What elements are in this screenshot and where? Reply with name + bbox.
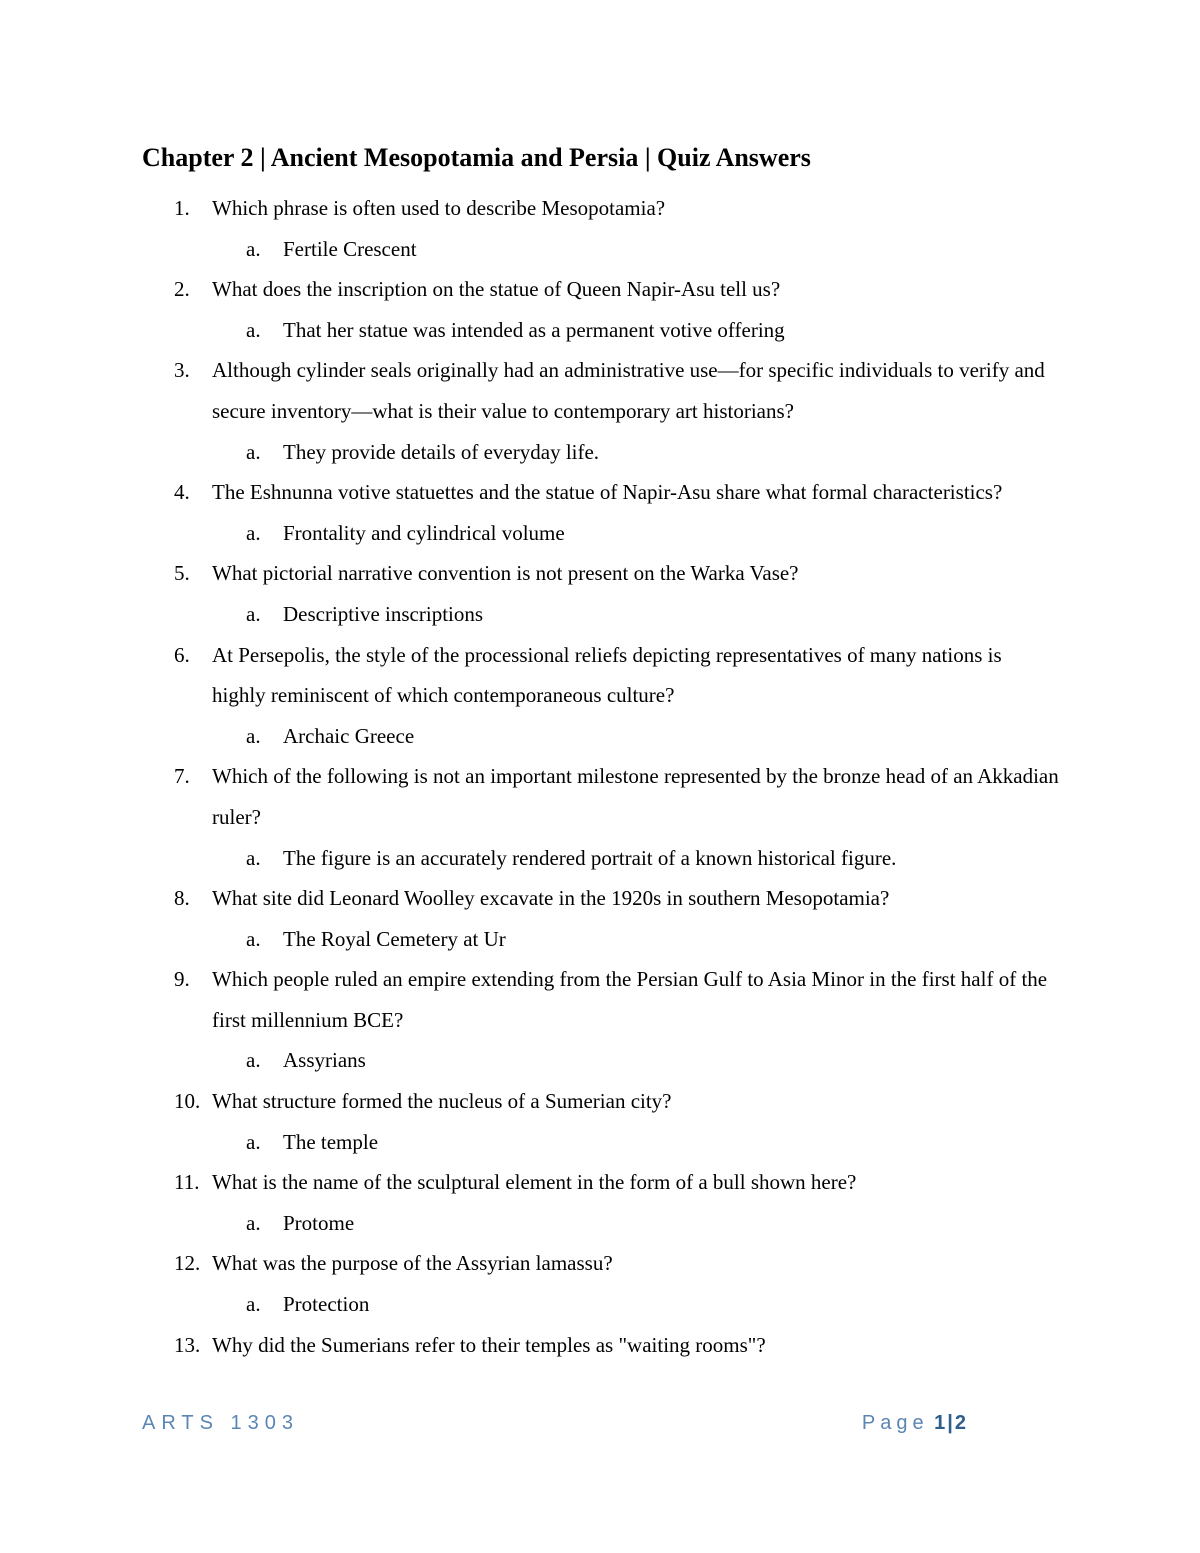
question-text: What was the purpose of the Assyrian lamassu?: [212, 1251, 613, 1276]
question-text: Although cylinder seals originally had an administrative use—for specific individuals to verify and secure inventory—what is their value to contemporary art historians?: [212, 358, 1045, 423]
answer-letter: a.: [246, 439, 261, 464]
footer-page-indicator: [862, 1412, 968, 1435]
question-13: [0, 1325, 1200, 1366]
answer-letter: a.: [246, 520, 261, 545]
answer-text: That her statue was intended as a permanent votive offering: [283, 317, 785, 342]
question-10: [0, 1081, 1200, 1122]
question-number: 8.: [174, 886, 190, 911]
question-text: Why did the Sumerians refer to their temples as "waiting rooms"?: [212, 1332, 766, 1357]
question-6: [0, 635, 1200, 716]
question-4: [0, 472, 1200, 513]
answer-1: [0, 229, 1200, 270]
answer-letter: a.: [246, 1210, 261, 1235]
answer-text: Assyrians: [283, 1048, 366, 1073]
question-number: 12.: [174, 1251, 201, 1276]
footer-page-separator: |: [947, 1412, 955, 1434]
answer-6: [0, 716, 1200, 757]
question-number: 6.: [174, 642, 190, 667]
question-2: [0, 269, 1200, 310]
quiz-list: [0, 188, 1200, 1365]
answer-text: Fertile Crescent: [283, 236, 417, 261]
answer-5: [0, 594, 1200, 635]
page-title: Chapter 2 | Ancient Mesopotamia and Persia | Quiz Answers: [142, 143, 811, 172]
question-11: [0, 1162, 1200, 1203]
answer-10: [0, 1122, 1200, 1163]
answer-text: They provide details of everyday life.: [283, 439, 600, 464]
question-number: 5.: [174, 561, 190, 586]
footer-page-current: 1: [934, 1412, 948, 1434]
answer-text: The Royal Cemetery at Ur: [283, 926, 506, 951]
answer-8: [0, 919, 1200, 960]
answer-text: The figure is an accurately rendered portrait of a known historical figure.: [283, 845, 897, 870]
answer-text: Frontality and cylindrical volume: [283, 520, 565, 545]
question-number: 4.: [174, 480, 190, 505]
question-text: At Persepolis, the style of the processional reliefs depicting representatives of many nations is highly reminiscent of which contemporaneous culture?: [212, 642, 1002, 708]
question-text: What structure formed the nucleus of a Sumerian city?: [212, 1089, 672, 1114]
answer-12: [0, 1284, 1200, 1325]
answer-4: [0, 513, 1200, 554]
answer-letter: a.: [246, 845, 261, 870]
question-12: [0, 1243, 1200, 1284]
answer-letter: a.: [246, 317, 261, 342]
answer-letter: a.: [246, 1292, 261, 1317]
answer-letter: a.: [246, 723, 261, 748]
question-9: [0, 959, 1200, 1040]
answer-7: [0, 838, 1200, 879]
answer-text: Protection: [283, 1292, 370, 1317]
question-text: Which of the following is not an important milestone represented by the bronze head of an Akkadian ruler?: [212, 764, 1059, 829]
question-7: [0, 756, 1200, 837]
question-8: [0, 878, 1200, 919]
question-number: 10.: [174, 1089, 201, 1114]
answer-text: The temple: [283, 1129, 379, 1154]
answer-11: [0, 1203, 1200, 1244]
question-number: 7.: [174, 764, 190, 789]
question-text: What site did Leonard Woolley excavate in the 1920s in southern Mesopotamia?: [212, 886, 890, 911]
question-5: [0, 553, 1200, 594]
question-number: 2.: [174, 277, 190, 302]
answer-letter: a.: [246, 601, 261, 626]
question-3: [0, 350, 1200, 431]
answer-text: Archaic Greece: [283, 723, 415, 748]
question-number: 3.: [174, 358, 190, 383]
question-text: What does the inscription on the statue of Queen Napir-Asu tell us?: [212, 277, 781, 302]
footer-course-code: ARTS 1303: [142, 1412, 300, 1434]
answer-letter: a.: [246, 1048, 261, 1073]
footer-page-total: 2: [954, 1412, 968, 1434]
answer-2: [0, 310, 1200, 351]
answer-letter: a.: [246, 236, 261, 261]
footer-page-label: Page: [861, 1412, 929, 1434]
question-number: 11.: [174, 1170, 200, 1195]
answer-3: [0, 432, 1200, 473]
question-text: Which people ruled an empire extending from the Persian Gulf to Asia Minor in the first half of the first millennium BCE?: [212, 967, 1048, 1032]
answer-letter: a.: [246, 1129, 261, 1154]
question-text: What pictorial narrative convention is not present on the Warka Vase?: [212, 561, 799, 586]
question-text: Which phrase is often used to describe Mesopotamia?: [212, 196, 666, 220]
question-number: 13.: [174, 1332, 201, 1357]
question-number: 1.: [174, 196, 190, 220]
answer-text: Protome: [283, 1210, 355, 1235]
answer-9: [0, 1040, 1200, 1081]
question-number: 9.: [174, 967, 190, 992]
answer-letter: a.: [246, 926, 261, 951]
question-text: What is the name of the sculptural element in the form of a bull shown here?: [212, 1170, 857, 1195]
question-1: [0, 188, 1200, 229]
answer-text: Descriptive inscriptions: [283, 601, 484, 626]
question-text: The Eshnunna votive statuettes and the statue of Napir-Asu share what formal characteristics?: [212, 480, 1003, 505]
